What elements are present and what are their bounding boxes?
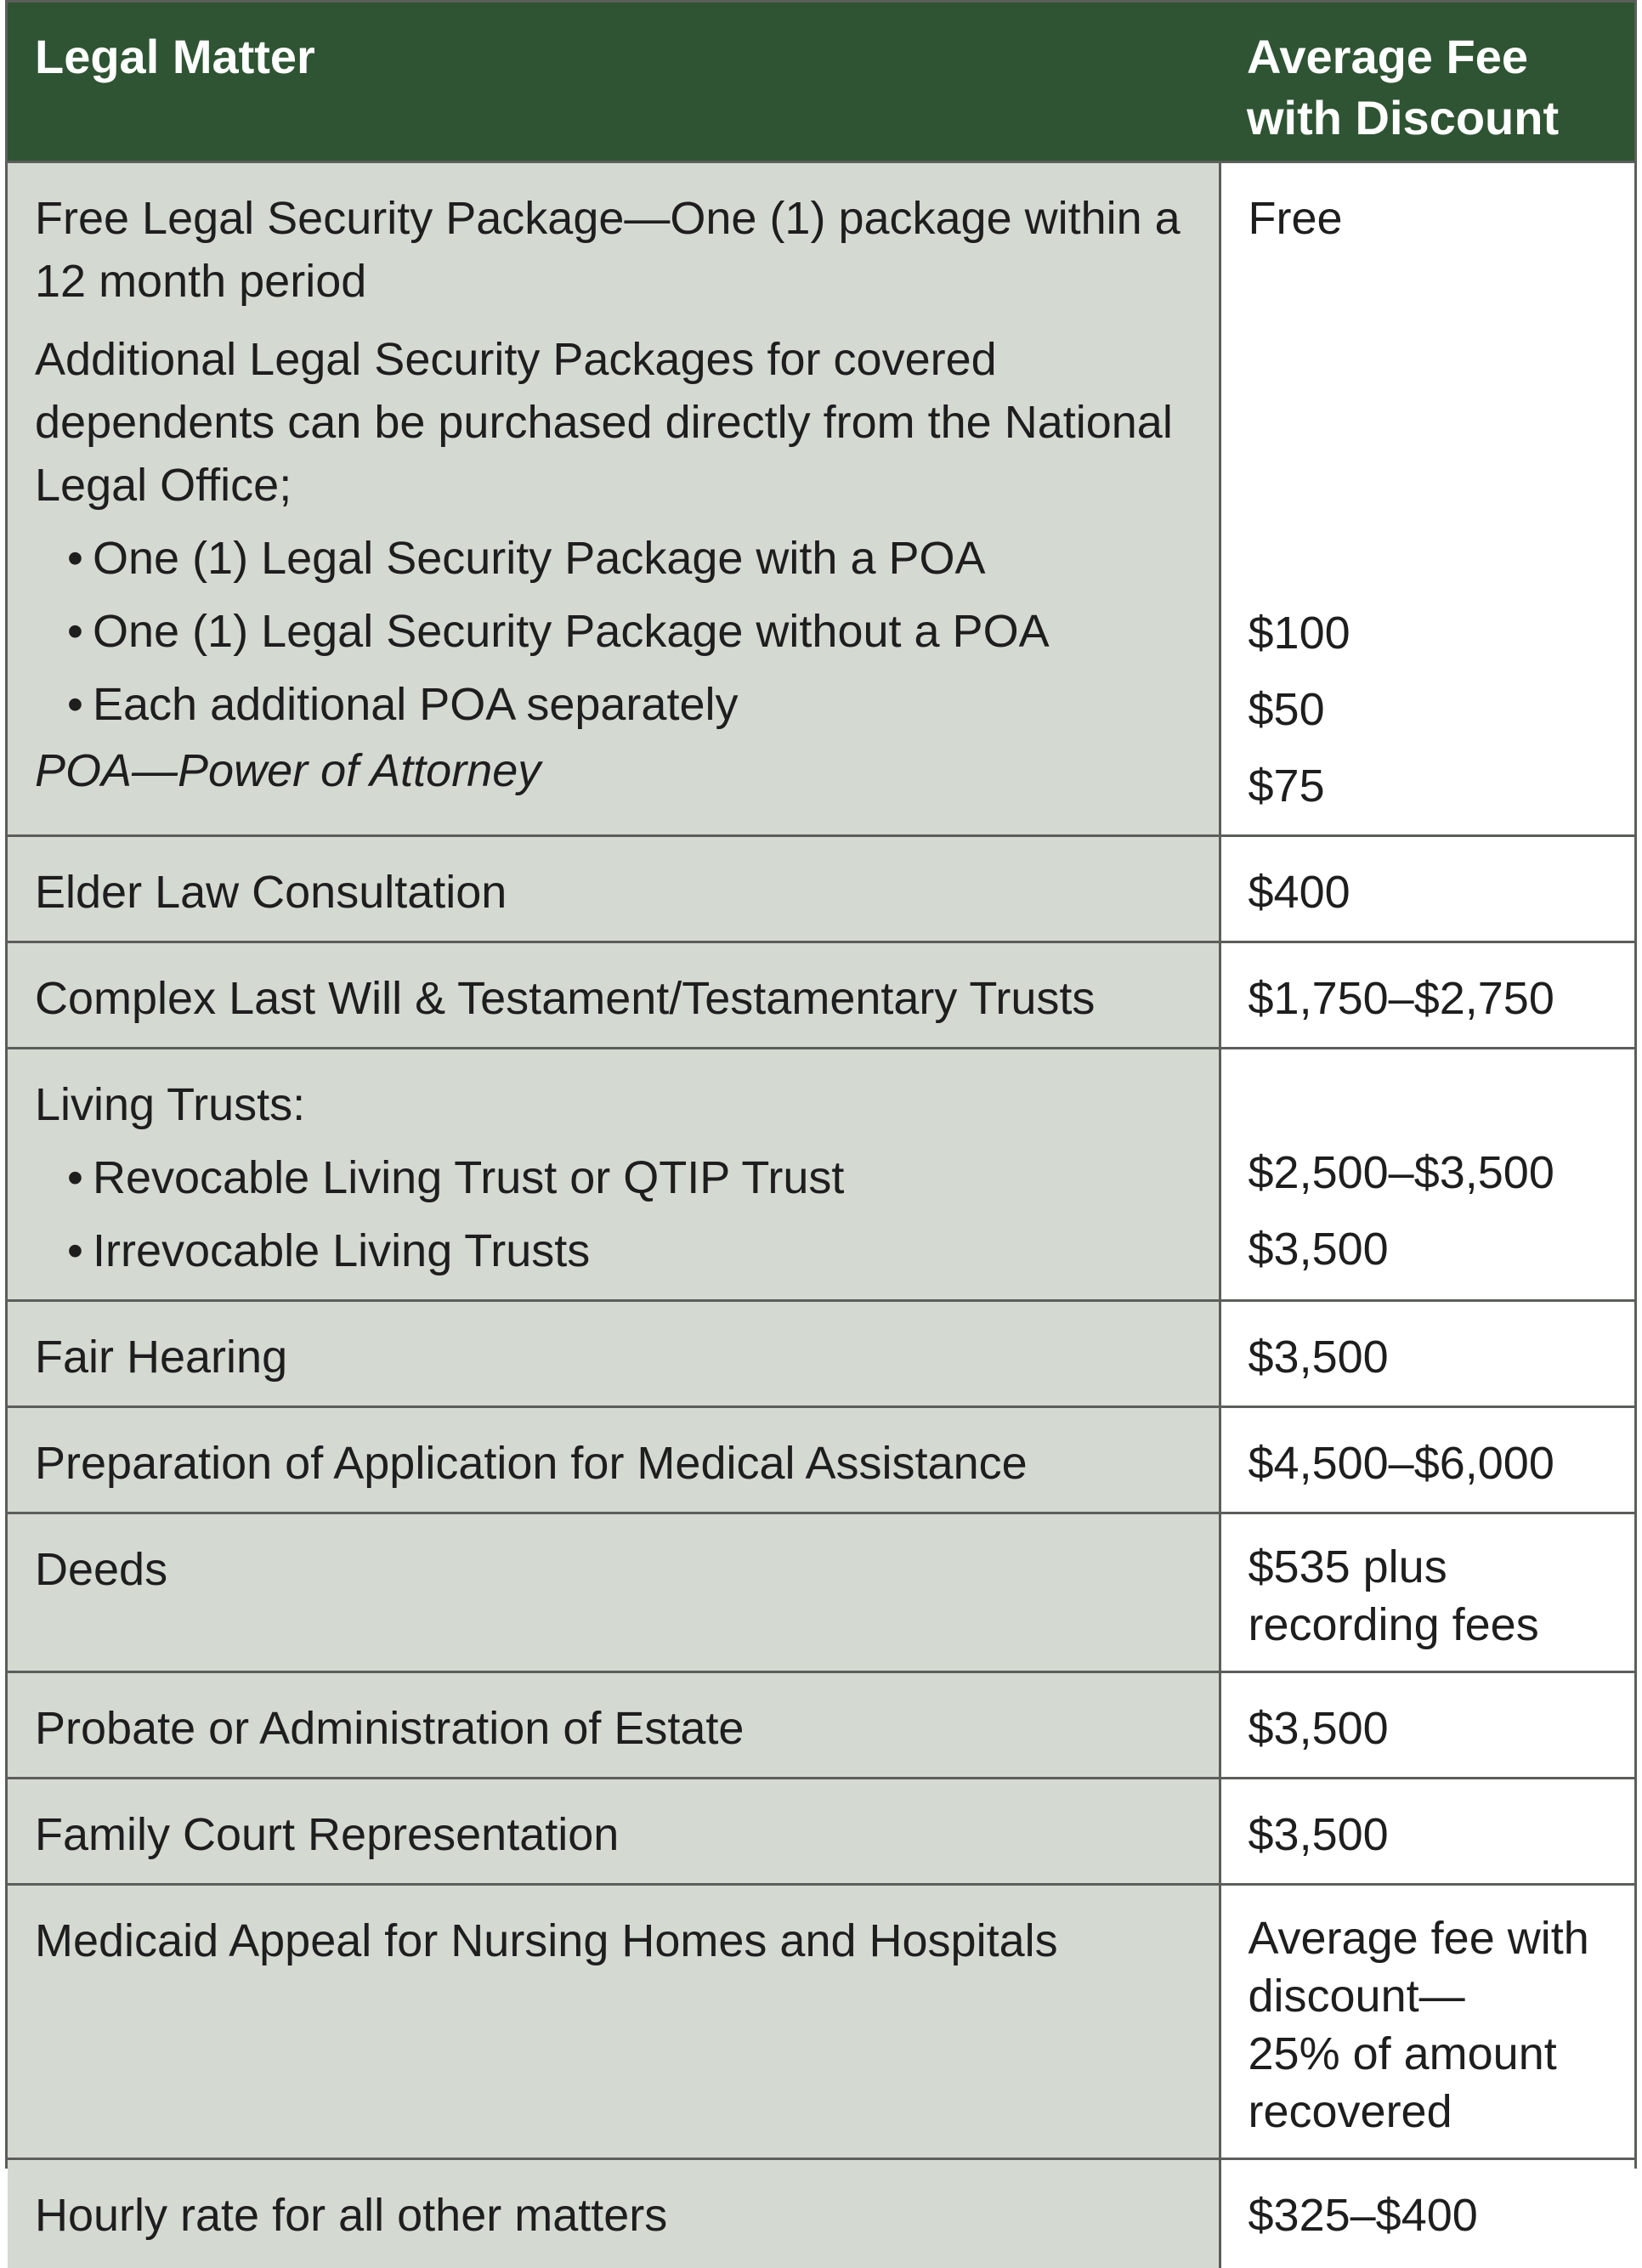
table-row	[8, 836, 1634, 942]
table-row	[8, 1672, 1634, 1779]
matter-cell	[8, 162, 1220, 836]
fee-cell	[1220, 1885, 1634, 2159]
header-fee-line-1: Average Fee	[1247, 30, 1528, 83]
bullet-item: • Each additional POA separately	[35, 673, 1192, 736]
fee-value: $75	[1248, 761, 1325, 812]
fee-value: recovered	[1248, 2086, 1452, 2137]
fee-value: $3,500	[1248, 1224, 1389, 1275]
matter-text: Free Legal Security Package—One (1) package within a 12 month period	[35, 193, 1181, 307]
table-header-row	[8, 3, 1634, 162]
fee-value: $100	[1248, 608, 1350, 659]
legal-fee-table	[8, 3, 1634, 2268]
table-row	[8, 1513, 1634, 1672]
fee-value: recording fees	[1248, 1599, 1539, 1650]
table-row	[8, 162, 1634, 836]
header-fee-line-2: with Discount	[1247, 91, 1560, 144]
fee-value: $2,500–$3,500	[1248, 1147, 1554, 1198]
matter-cell: Deeds	[8, 1513, 1220, 1672]
fee-value: Average fee with	[1248, 1913, 1589, 1964]
fee-cell: $4,500–$6,000	[1220, 1407, 1634, 1513]
fee-cell: $3,500	[1220, 1672, 1634, 1779]
matter-cell: Elder Law Consultation	[8, 836, 1220, 942]
bullet-item: • Revocable Living Trust or QTIP Trust	[35, 1146, 1192, 1209]
fee-cell: $400	[1220, 836, 1634, 942]
fee-value: $50	[1248, 684, 1325, 735]
header-average-fee	[1220, 3, 1634, 162]
spacer	[1248, 1073, 1608, 1141]
fee-value: Free	[1248, 193, 1343, 244]
matter-cell: Medicaid Appeal for Nursing Homes and Hospitals	[8, 1885, 1220, 2159]
bullet-item: • One (1) Legal Security Package with a POA	[35, 527, 1192, 590]
table-row	[8, 942, 1634, 1049]
fee-value: $535 plus	[1248, 1541, 1447, 1592]
matter-cell: Preparation of Application for Medical Assistance	[8, 1407, 1220, 1513]
fee-value: discount—	[1248, 1971, 1465, 2022]
matter-cell	[8, 1049, 1220, 1301]
fee-cell: $3,500	[1220, 1301, 1634, 1407]
fee-table-container	[5, 0, 1637, 2241]
matter-cell: Complex Last Will & Testament/Testamentary Trusts	[8, 942, 1220, 1049]
table-row	[8, 1407, 1634, 1513]
fee-cell	[1220, 1049, 1634, 1301]
matter-cell: Hourly rate for all other matters	[8, 2159, 1220, 2268]
matter-text: Additional Legal Security Packages for covered dependents can be purchased directly from the National Legal Office;	[35, 334, 1173, 511]
fee-value: 25% of amount	[1248, 2028, 1557, 2079]
spacer	[1248, 250, 1608, 588]
matter-text: Living Trusts:	[35, 1079, 306, 1130]
fee-cell	[1220, 162, 1634, 836]
poa-note: POA—Power of Attorney	[35, 745, 541, 796]
matter-cell: Family Court Representation	[8, 1779, 1220, 1885]
bullet-item: • One (1) Legal Security Package without a POA	[35, 600, 1192, 663]
table-row	[8, 1779, 1634, 1885]
matter-cell: Fair Hearing	[8, 1301, 1220, 1407]
fee-cell: $325–$400	[1220, 2159, 1634, 2268]
bullet-item: • Irrevocable Living Trusts	[35, 1219, 1192, 1282]
fee-cell: $1,750–$2,750	[1220, 942, 1634, 1049]
table-row	[8, 1049, 1634, 1301]
table-row	[8, 1885, 1634, 2159]
table-row	[8, 1301, 1634, 1407]
fee-cell: $3,500	[1220, 1779, 1634, 1885]
matter-cell: Probate or Administration of Estate	[8, 1672, 1220, 1779]
header-legal-matter: Legal Matter	[8, 3, 1220, 162]
fee-cell	[1220, 1513, 1634, 1672]
